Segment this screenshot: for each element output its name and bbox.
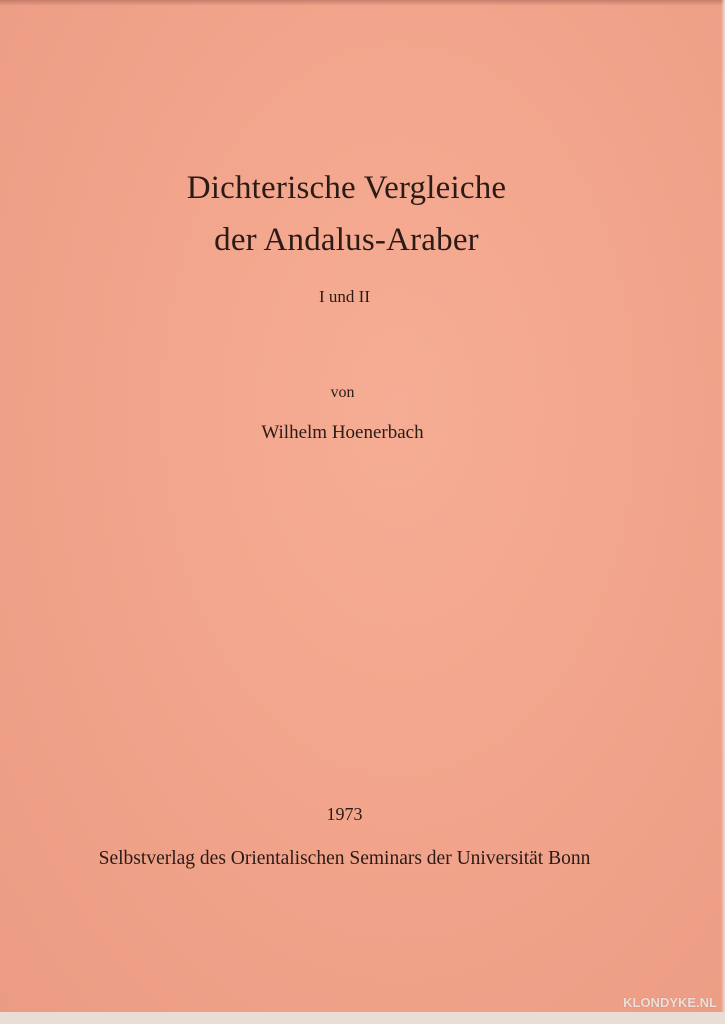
volumes-label: I und II — [319, 287, 370, 306]
publisher-line: Selbstverlag des Orientalischen Seminars der Universität Bonn — [98, 848, 591, 869]
watermark-text: KLONDYKE.NL — [623, 995, 717, 1010]
author-name: Wilhelm Hoenerbach — [261, 422, 424, 443]
by-label: von — [330, 384, 355, 401]
book-title-line-1: Dichterische Vergleiche — [186, 170, 507, 206]
publication-year: 1973 — [326, 804, 363, 824]
book-title-line-2: der Andalus-Araber — [214, 222, 479, 258]
cover-right-edge — [721, 0, 725, 1024]
cover-top-shadow — [0, 0, 725, 6]
cover-bottom-edge — [0, 1012, 725, 1024]
watermark — [623, 995, 717, 1010]
